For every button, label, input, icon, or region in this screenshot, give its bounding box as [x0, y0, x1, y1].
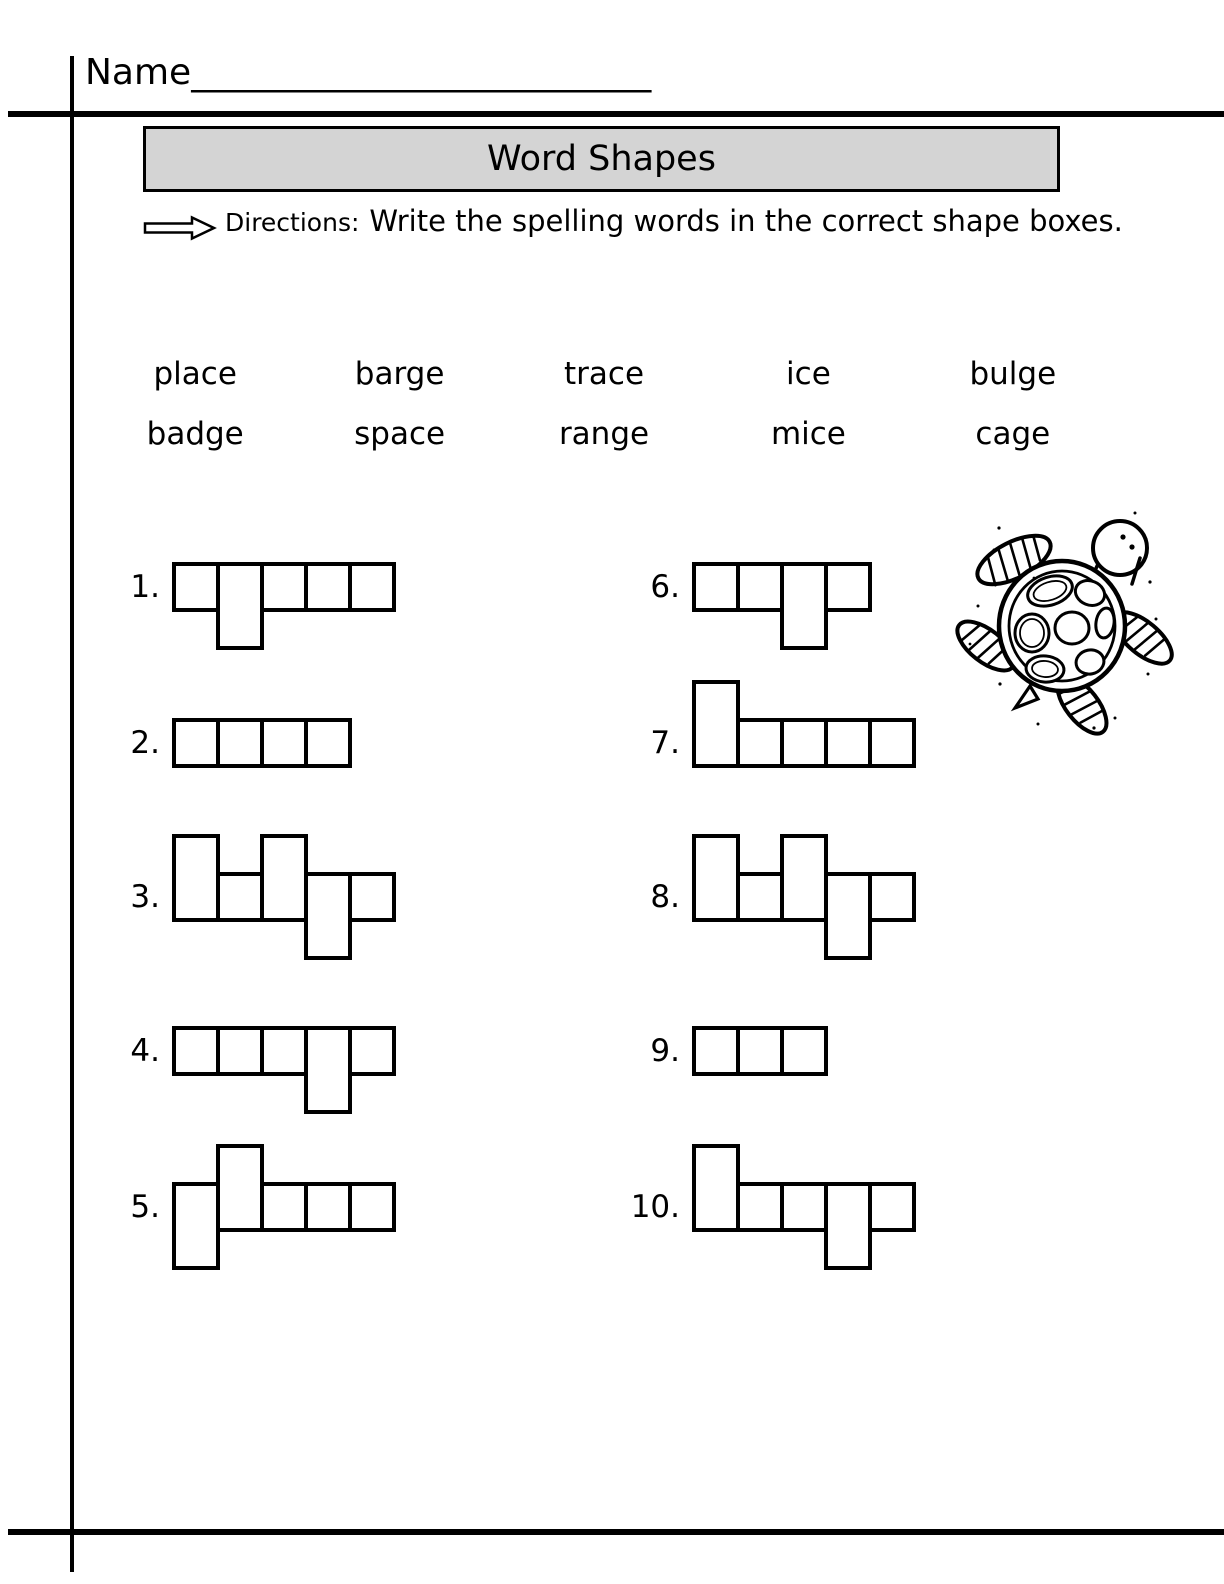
directions-row: [143, 204, 1163, 238]
letter-box-short[interactable]: [304, 718, 352, 768]
letter-box-short[interactable]: [824, 718, 872, 768]
letter-box-short[interactable]: [260, 718, 308, 768]
puzzle-3: [96, 834, 396, 960]
letter-box-short[interactable]: [736, 718, 784, 768]
letter-box-short[interactable]: [172, 562, 220, 612]
puzzle-5: [96, 1144, 396, 1270]
letter-box-short[interactable]: [780, 1026, 828, 1076]
puzzle-10: [616, 1144, 916, 1270]
letter-box-desc[interactable]: [780, 562, 828, 650]
word-bank-word: barge: [354, 356, 445, 392]
letter-box-short[interactable]: [304, 562, 352, 612]
letter-box-short[interactable]: [780, 1182, 828, 1232]
letter-box-short[interactable]: [348, 562, 396, 612]
letter-box-short[interactable]: [736, 872, 784, 922]
arrow-right-icon: [143, 215, 217, 241]
puzzle-7: [616, 680, 916, 806]
letter-box-tall[interactable]: [172, 834, 220, 922]
word-bank-word: bulge: [969, 356, 1057, 392]
word-bank-word: mice: [770, 416, 846, 452]
puzzle-number: 6.: [650, 569, 680, 605]
word-bank-row-2: [93, 416, 1115, 460]
puzzle-number: 2.: [130, 725, 160, 761]
letter-box-short[interactable]: [868, 1182, 916, 1232]
letter-box-short[interactable]: [868, 718, 916, 768]
puzzle-number: 7.: [650, 725, 680, 761]
puzzle-number: 9.: [650, 1033, 680, 1069]
letter-box-tall[interactable]: [692, 834, 740, 922]
puzzle-number: 4.: [130, 1033, 160, 1069]
letter-box-short[interactable]: [172, 1026, 220, 1076]
puzzle-number: 10.: [630, 1189, 680, 1225]
letter-box-short[interactable]: [348, 1182, 396, 1232]
letter-box-tall[interactable]: [260, 834, 308, 922]
puzzle-8: [616, 834, 916, 960]
word-bank-row-1: [93, 356, 1115, 400]
title-box: [143, 126, 1060, 192]
sea-turtle-illustration: [942, 486, 1182, 738]
word-bank-word: trace: [564, 356, 645, 392]
letter-box-desc[interactable]: [216, 562, 264, 650]
letter-box-tall[interactable]: [780, 834, 828, 922]
word-bank-word: cage: [975, 416, 1051, 452]
puzzle-4: [96, 988, 396, 1114]
directions-label: Directions:: [225, 208, 360, 237]
puzzle-number: 8.: [650, 879, 680, 915]
word-bank-word: range: [558, 416, 650, 452]
footer-rule: [8, 1529, 1224, 1535]
letter-box-short[interactable]: [260, 562, 308, 612]
letter-box-desc[interactable]: [824, 872, 872, 960]
letter-box-tall[interactable]: [692, 1144, 740, 1232]
name-label: Name: [85, 52, 192, 93]
word-bank-word: space: [354, 416, 446, 452]
letter-box-desc[interactable]: [304, 1026, 352, 1114]
puzzle-9: [616, 988, 828, 1114]
letter-box-short[interactable]: [216, 718, 264, 768]
puzzle-number: 1.: [130, 569, 160, 605]
letter-box-short[interactable]: [692, 562, 740, 612]
letter-box-short[interactable]: [736, 1026, 784, 1076]
word-bank-word: ice: [786, 356, 831, 392]
puzzle-2: [96, 680, 352, 806]
letter-box-short[interactable]: [260, 1026, 308, 1076]
letter-box-desc[interactable]: [304, 872, 352, 960]
left-margin-rule: [70, 56, 74, 1572]
name-fill-line[interactable]: ___________________________: [191, 52, 651, 93]
letter-box-tall[interactable]: [216, 1144, 264, 1232]
word-bank-word: badge: [146, 416, 244, 452]
word-bank-word: place: [153, 356, 237, 392]
letter-box-desc[interactable]: [824, 1182, 872, 1270]
letter-box-tall[interactable]: [692, 680, 740, 768]
puzzle-1: [96, 524, 396, 650]
directions-text: Write the spelling words in the correct shape boxes.: [369, 204, 1123, 238]
puzzle-number: 3.: [130, 879, 160, 915]
letter-box-short[interactable]: [260, 1182, 308, 1232]
letter-box-desc[interactable]: [172, 1182, 220, 1270]
page-title: Word Shapes: [487, 139, 716, 179]
letter-box-short[interactable]: [304, 1182, 352, 1232]
puzzle-number: 5.: [130, 1189, 160, 1225]
puzzle-6: [616, 524, 872, 650]
name-row: [85, 52, 650, 93]
letter-box-short[interactable]: [216, 872, 264, 922]
letter-box-short[interactable]: [172, 718, 220, 768]
letter-box-short[interactable]: [216, 1026, 264, 1076]
letter-box-short[interactable]: [868, 872, 916, 922]
letter-box-short[interactable]: [780, 718, 828, 768]
letter-box-short[interactable]: [824, 562, 872, 612]
letter-box-short[interactable]: [348, 872, 396, 922]
letter-box-short[interactable]: [692, 1026, 740, 1076]
letter-box-short[interactable]: [348, 1026, 396, 1076]
header-rule: [8, 111, 1224, 117]
letter-box-short[interactable]: [736, 562, 784, 612]
letter-box-short[interactable]: [736, 1182, 784, 1232]
